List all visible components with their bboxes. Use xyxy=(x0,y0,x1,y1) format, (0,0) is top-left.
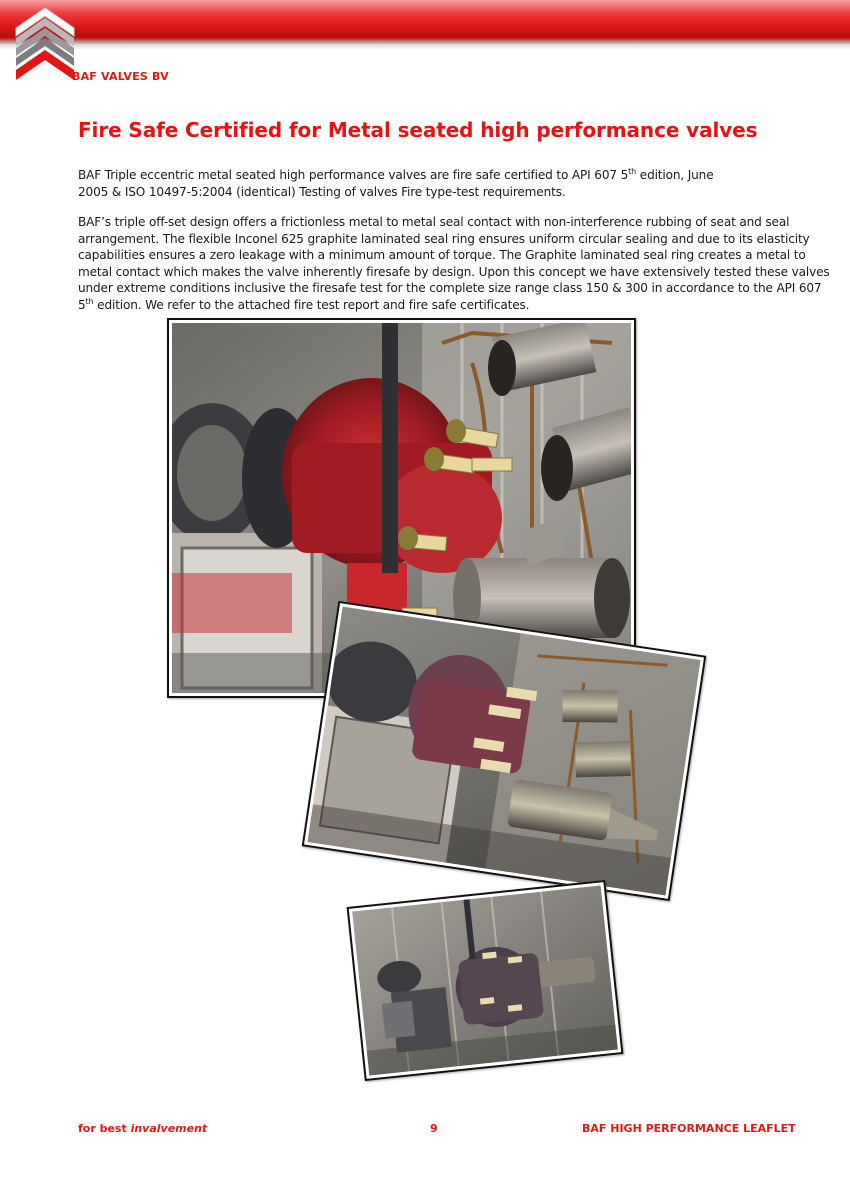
intro-paragraph: BAF Triple eccentric metal seated high performance valves are fire safe certified to API 607 5th edition, June 2005 & ISO 10497-5:2004 (identical) Testing of valves Fire type-test requirements. xyxy=(78,166,714,199)
page-number: 9 xyxy=(430,1122,438,1135)
brand-name: BAF VALVES BV xyxy=(72,70,169,83)
fire-test-photo-small xyxy=(347,880,624,1081)
header-band xyxy=(0,0,850,44)
fire-test-photo-medium xyxy=(302,601,707,901)
baf-chevron-logo-icon xyxy=(14,6,76,86)
page-title: Fire Safe Certified for Metal seated high performance valves xyxy=(78,118,758,142)
footer-document-title: BAF HIGH PERFORMANCE LEAFLET xyxy=(582,1122,796,1135)
design-paragraph: BAF’s triple off-set design offers a frictionless metal to metal seal contact with non-interference rubbing of seat and seal arrangement. The flexible Inconel 625 graphite laminated seal ring ensures uniform circular sealing and due to its elasticity capabilities ensures a zero leakage with a minimum amount of torque. The Graphite laminated seal ring creates a metal to metal contact which makes the valve inherently firesafe by design. Upon this concept we have extensively tested these valves under extreme conditions inclusive the firesafe test for the complete size range class 150 & 300 in accordance to the API 607 5th edition. We refer to the attached fire test report and fire safe certificates. xyxy=(78,215,830,312)
footer-tagline: for best invalvement xyxy=(78,1122,208,1135)
